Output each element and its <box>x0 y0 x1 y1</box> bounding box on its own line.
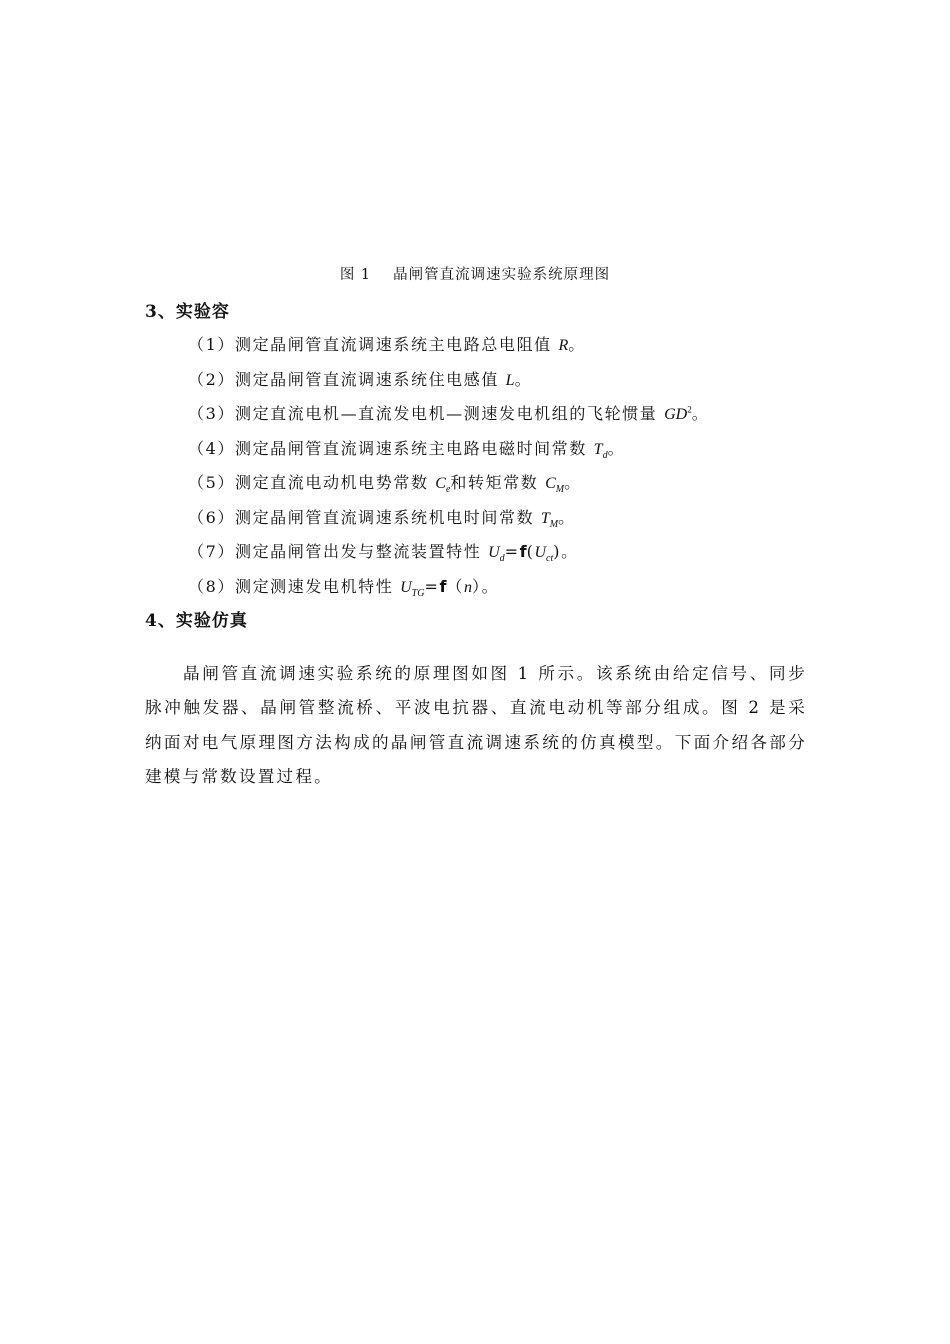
list-item: （8）测定测速发电机特性 $U_{TG}=f(n)$。 <box>188 577 500 600</box>
section-3-heading: 3、实验容 <box>145 302 230 322</box>
list-item: （6）测定晶闸管直流调速系统机电时间常数 $T_M$。 <box>188 508 576 531</box>
list-item: （4）测定晶闸管直流调速系统主电路电磁时间常数 $T_d$。 <box>188 439 626 462</box>
list-item: （2）测定晶闸管直流调速系统住电感值 L。 <box>188 370 533 389</box>
section-4-heading: 4、实验仿真 <box>145 611 248 631</box>
figure-label: 图 1 <box>339 267 372 283</box>
figure-caption <box>0 263 950 284</box>
list-item: （1）测定晶闸管直流调速系统主电路总电阻值 R。 <box>188 335 586 354</box>
body-paragraph: 晶闸管直流调速实验系统的原理图如图 1 所示。该系统由给定信号、同步脉冲触发器、晶闸管整流桥、平波电抗器、直流电动机等部分组成。图 2 是采纳面对电气原理图方法构成的晶闸管直流调速系统的仿真模型。下面介绍各部分建模与常数设置过程。 <box>145 663 807 787</box>
list-item: （7）测定晶闸管出发与整流装置特性 $U_d=f(U_{ct})$。 <box>188 542 579 565</box>
list-item: （5）测定直流电动机电势常数 $C_e$和转矩常数 $C_M$。 <box>188 473 582 496</box>
list-item: （3）测定直流电机—直流发电机—测速发电机组的飞轮惯量 $GD^2$。 <box>188 404 710 423</box>
figure-title: 晶闸管直流调速实验系统原理图 <box>393 267 611 283</box>
